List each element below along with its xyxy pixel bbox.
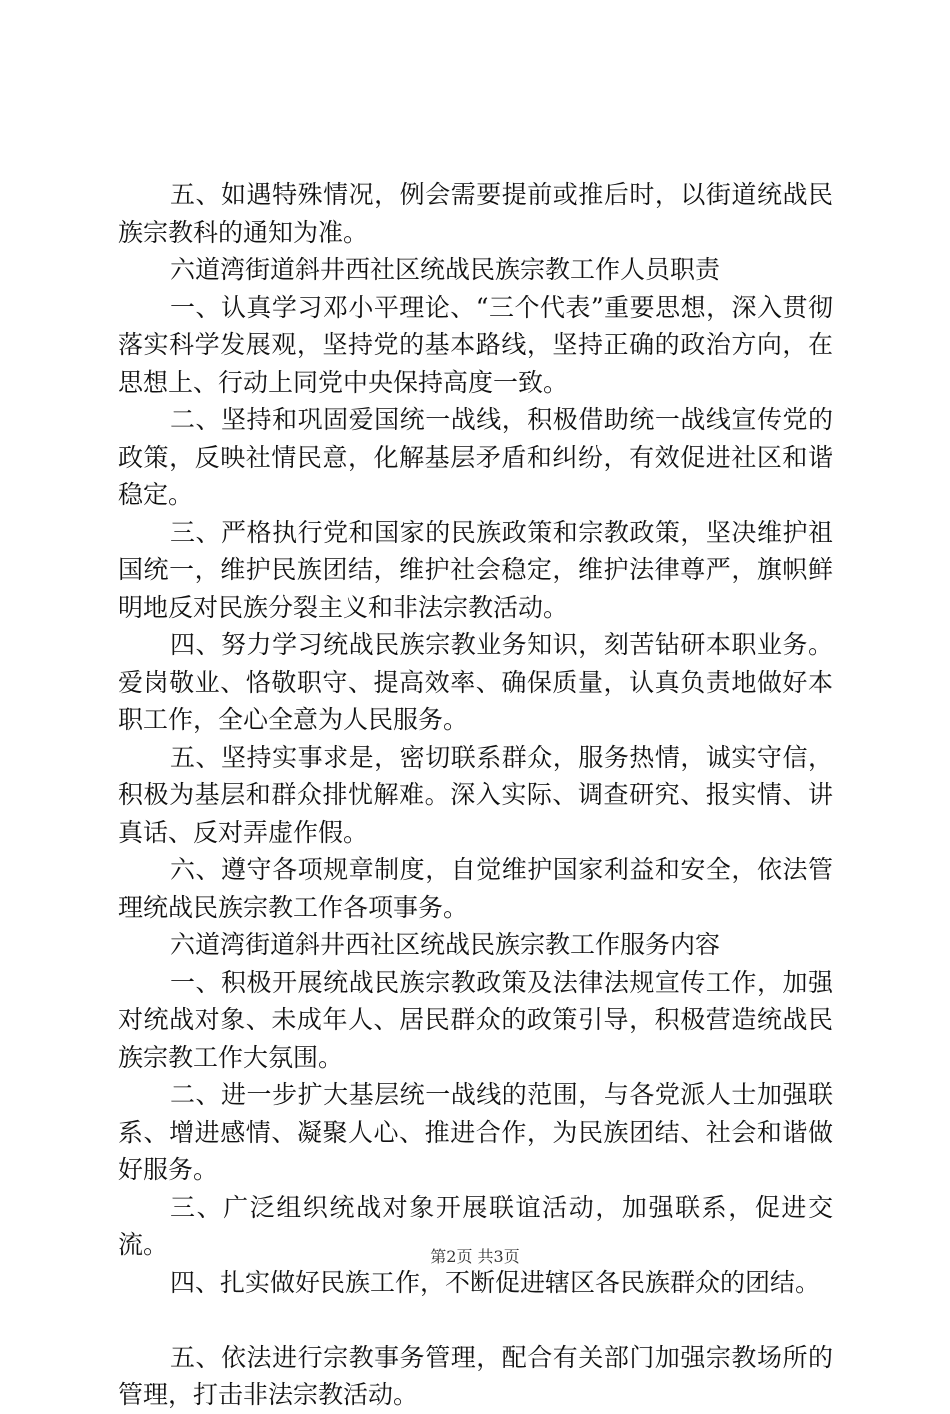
section-heading: 六道湾街道斜井西社区统战民族宗教工作服务内容	[170, 930, 721, 959]
paragraph: 一、积极开展统战民族宗教政策及法律法规宣传工作，加强对统战对象、未成年人、居民群众的政策引导，积极营造统战民族宗教工作大氛围。	[118, 967, 833, 1072]
paragraph: 六、遵守各项规章制度，自觉维护国家利益和安全，依法管理统战民族宗教工作各项事务。	[118, 855, 833, 922]
page-number: 第2页 共3页	[430, 1247, 520, 1266]
paragraph: 三、严格执行党和国家的民族政策和宗教政策，坚决维护祖国统一，维护民族团结，维护社会稳定，维护法律尊严，旗帜鲜明地反对民族分裂主义和非法宗教活动。	[118, 517, 833, 622]
paragraph: 三、广泛组织统战对象开展联谊活动，加强联系，促进交流。	[118, 1192, 833, 1259]
paragraph: 五、坚持实事求是，密切联系群众，服务热情，诚实守信，积极为基层和群众排忧解难。深入实际、调查研究、报实情、讲真话、反对弄虚作假。	[118, 742, 833, 847]
paragraph: 二、进一步扩大基层统一战线的范围，与各党派人士加强联系、增进感情、凝聚人心、推进合作，为民族团结、社会和谐做好服务。	[118, 1080, 833, 1184]
paragraph: 二、坚持和巩固爱国统一战线，积极借助统一战线宣传党的政策，反映社情民意，化解基层矛盾和纠纷，有效促进社区和谐稳定。	[118, 405, 833, 509]
section-heading: 六道湾街道斜井西社区统战民族宗教工作人员职责	[170, 255, 721, 284]
paragraph: 一、认真学习邓小平理论、“三个代表”重要思想，深入贯彻落实科学发展观，坚持党的基本路线，坚持正确的政治方向，在思想上、行动上同党中央保持高度一致。	[118, 292, 833, 397]
document-body	[118, 176, 833, 1414]
paragraph: 五、依法进行宗教事务管理，配合有关部门加强宗教场所的管理，打击非法宗教活动。	[118, 1342, 833, 1409]
paragraph: 四、努力学习统战民族宗教业务知识，刻苦钻研本职业务。爱岗敬业、恪敬职守、提高效率、确保质量，认真负责地做好本职工作，全心全意为人民服务。	[118, 630, 833, 734]
paragraph: 四、扎实做好民族工作，不断促进辖区各民族群众的团结。	[170, 1267, 821, 1297]
paragraph: 五、如遇特殊情况，例会需要提前或推后时，以街道统战民族宗教科的通知为准。	[118, 180, 833, 247]
